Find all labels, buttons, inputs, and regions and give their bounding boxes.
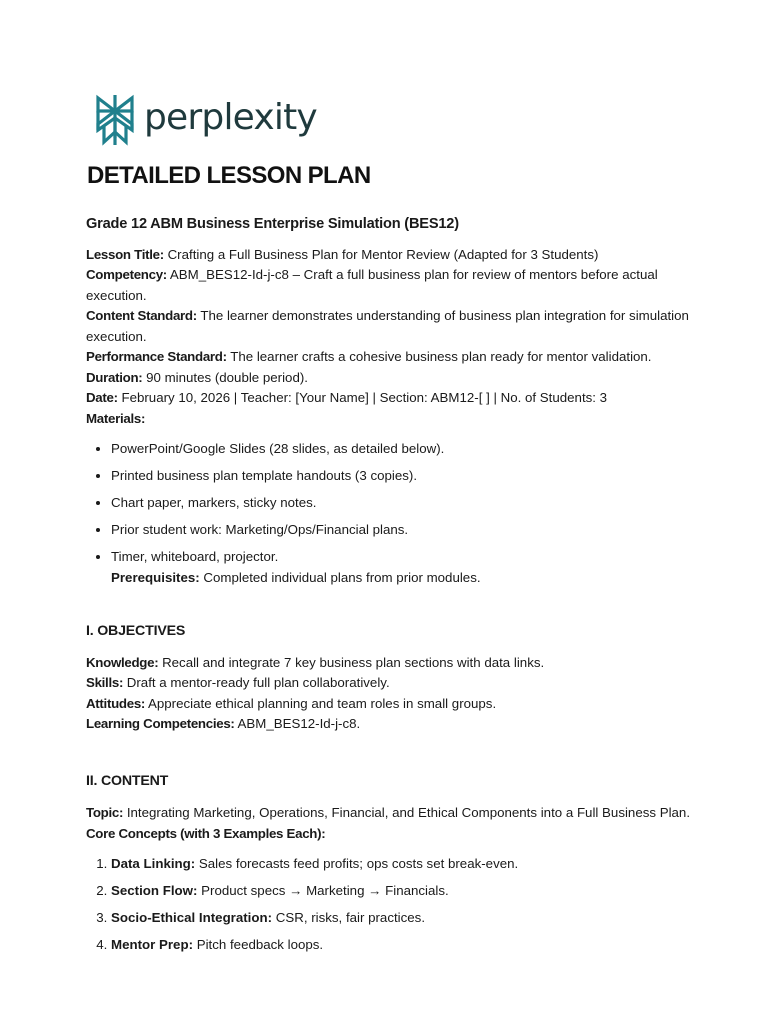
concept-value: Sales forecasts feed profits; ops costs set break-even. [198,856,519,871]
objective-competencies [86,714,698,735]
field-label: Attitudes: [86,695,146,711]
concept-label: Socio-Ethical Integration: [111,910,273,925]
objective-attitudes [86,694,698,715]
list-item-text: Timer, whiteboard, projector. [111,549,279,564]
field-label: Date: [86,390,118,405]
performance-standard-field [86,347,698,368]
field-value: Crafting a Full Business Plan for Mentor Review (Adapted for 3 Students) [167,246,599,262]
list-item: • Chart paper, markers, sticky notes. [111,493,698,514]
competency-field [86,265,698,306]
field-value: The learner demonstrates understanding of business plan integration for simulation execution. [86,308,689,344]
objective-knowledge [86,653,698,674]
perplexity-wordmark: perplexity [144,97,317,138]
list-item [111,547,698,588]
core-concepts-label [86,824,698,845]
lesson-subtitle: Grade 12 ABM Business Enterprise Simulation (BES12) [86,216,459,232]
concept-label: Mentor Prep: [111,937,194,952]
field-label: Duration: [86,369,143,385]
concept-value: Product specs → Marketing → Financials. [201,883,449,898]
duration-field [86,368,698,389]
concept-value: Pitch feedback loops. [196,937,324,952]
field-value: The learner crafts a cohesive business plan ready for mentor validation. [230,349,652,364]
content-standard-field [86,306,698,347]
field-value: Integrating Marketing, Operations, Financial, and Ethical Components into a Full Business Plan. [126,805,691,820]
date-field [86,388,698,409]
field-value: Appreciate ethical planning and team roles in small groups. [148,695,497,711]
materials-field [86,409,698,430]
lesson-title-field [86,245,698,266]
concept-label: Section Flow: [111,883,198,898]
field-label: Prerequisites: [111,569,200,585]
field-label: Knowledge: [86,654,159,670]
field-label: Performance Standard: [86,349,227,364]
field-label: Lesson Title: [86,246,164,262]
materials-list [86,439,698,588]
topic-field [86,803,698,824]
field-label: Competency: [86,267,167,282]
field-label: Content Standard: [86,308,197,323]
field-value: 90 minutes (double period). [146,369,308,385]
concept-value: CSR, risks, fair practices. [275,910,426,925]
content-heading: II. CONTENT [86,772,169,789]
prerequisites-line [111,568,698,589]
document-title: DETAILED LESSON PLAN [87,162,371,189]
list-item [111,854,698,875]
field-label: Core Concepts (with 3 Examples Each): [86,825,326,841]
field-value: February 10, 2026 | Teacher: [Your Name] | Section: ABM12-[ ] | No. of Students: 3 [121,390,608,405]
list-item: • Printed business plan template handouts (3 copies). [111,466,698,487]
objectives-heading: I. OBJECTIVES [86,623,186,639]
core-concepts-list [86,854,698,956]
concept-label: Data Linking: [111,856,196,871]
field-value: Completed individual plans from prior modules. [203,569,481,585]
objective-skills [86,673,698,694]
perplexity-logo [94,94,317,146]
field-label: Materials: [86,410,146,426]
list-item [111,935,698,956]
list-item: • PowerPoint/Google Slides (28 slides, as detailed below). [111,439,698,460]
field-value: ABM_BES12-Id-j-c8. [237,716,361,731]
field-value: Draft a mentor-ready full plan collaboratively. [126,675,390,690]
field-label: Learning Competencies: [86,716,235,731]
field-value: Recall and integrate 7 key business plan sections with data links. [162,654,545,670]
field-value: ABM_BES12-Id-j-c8 – Craft a full business plan for review of mentors before actual execution. [86,267,658,303]
perplexity-logo-icon [94,94,136,146]
field-label: Skills: [86,675,124,690]
list-item [111,881,698,902]
list-item: • Prior student work: Marketing/Ops/Financial plans. [111,520,698,541]
field-label: Topic: [86,805,124,820]
document-body [86,214,698,962]
list-item [111,908,698,929]
